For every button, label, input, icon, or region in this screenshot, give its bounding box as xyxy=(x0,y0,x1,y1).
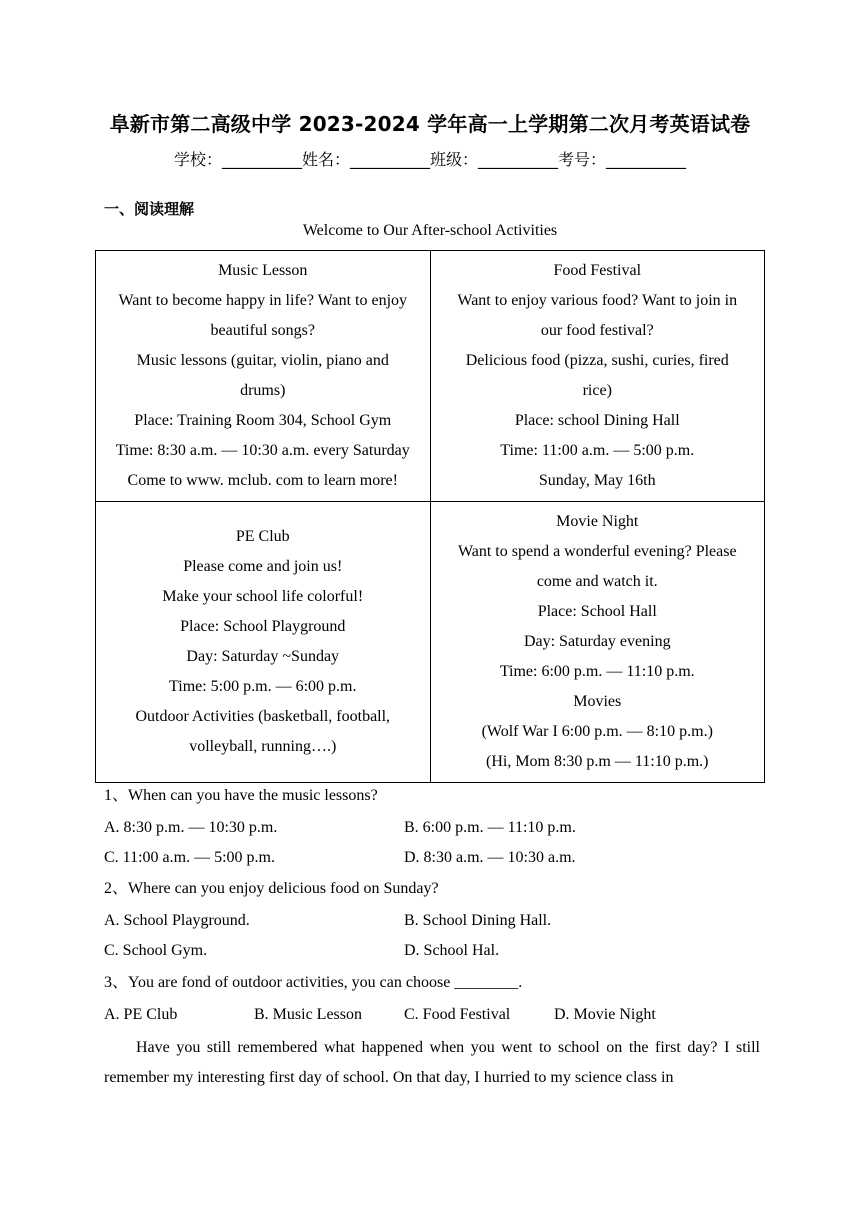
question-1-option-b: B. 6:00 p.m. — 11:10 p.m. xyxy=(404,819,576,836)
cell-heading: Music Lesson xyxy=(218,262,308,279)
cell-line: Time: 6:00 p.m. — 11:10 p.m. xyxy=(499,663,695,680)
cell-movie-night xyxy=(430,502,765,783)
cell-line: Want to enjoy various food? Want to join in xyxy=(457,292,738,309)
cell-music-lesson xyxy=(96,251,431,502)
cell-line: Time: 8:30 a.m. — 10:30 a.m. every Saturday xyxy=(115,442,410,459)
question-2-stem: 2、Where can you enjoy delicious food on Sunday? xyxy=(104,880,439,897)
cell-heading: Food Festival xyxy=(553,262,642,279)
question-2-option-a: A. School Playground. xyxy=(104,912,250,929)
question-2-option-c: C. School Gym. xyxy=(104,942,208,959)
question-1-stem: 1、When can you have the music lessons? xyxy=(104,787,378,804)
table-row xyxy=(96,502,765,783)
question-2-option-b: B. School Dining Hall. xyxy=(404,912,552,929)
table-row xyxy=(96,251,765,502)
question-1-option-c: C. 11:00 a.m. — 5:00 p.m. xyxy=(104,849,275,866)
cell-line: Day: Saturday evening xyxy=(523,633,671,650)
cell-line: Make your school life colorful! xyxy=(162,588,364,605)
passage-title: Welcome to Our After-school Activities xyxy=(302,222,558,239)
cell-line: Want to become happy in life? Want to enjoy xyxy=(118,292,408,309)
cell-line: Day: Saturday ~Sunday xyxy=(186,648,340,665)
cell-food-festival xyxy=(430,251,765,502)
cell-line: Delicious food (pizza, sushi, curies, fired xyxy=(465,352,729,369)
student-info-line: 学校：__________姓名：__________班级：__________考号：__________ xyxy=(173,150,686,169)
cell-line: beautiful songs? xyxy=(210,322,315,339)
cell-line: volleyball, running….) xyxy=(189,738,337,755)
cell-line: Outdoor Activities (basketball, football, xyxy=(135,708,391,725)
cell-line: Music lessons (guitar, violin, piano and xyxy=(136,352,389,369)
cell-line: Movies xyxy=(573,693,622,710)
cell-line: rice) xyxy=(582,382,612,399)
activities-table xyxy=(95,250,765,783)
question-3-option-c: C. Food Festival xyxy=(404,1006,511,1023)
question-1-option-a: A. 8:30 p.m. — 10:30 p.m. xyxy=(104,819,278,836)
cell-line: Time: 11:00 a.m. — 5:00 p.m. xyxy=(500,442,695,459)
question-3-stem: 3、You are fond of outdoor activities, you can choose ________. xyxy=(104,974,523,991)
cell-line: Come to www. mclub. com to learn more! xyxy=(127,472,398,489)
cell-line: come and watch it. xyxy=(536,573,658,590)
exam-title: 阜新市第二高级中学 2023-2024 学年高一上学期第二次月考英语试卷 xyxy=(109,112,751,136)
cell-line: Want to spend a wonderful evening? Please xyxy=(457,543,737,560)
cell-line: (Hi, Mom 8:30 p.m — 11:10 p.m.) xyxy=(485,753,709,770)
cell-line: Place: school Dining Hall xyxy=(514,412,680,429)
cell-line: Sunday, May 16th xyxy=(538,472,656,489)
question-1-option-d: D. 8:30 a.m. — 10:30 a.m. xyxy=(404,849,576,866)
cell-line: Place: School Hall xyxy=(537,603,657,620)
cell-line: Please come and join us! xyxy=(183,558,343,575)
cell-line: (Wolf War I 6:00 p.m. — 8:10 p.m.) xyxy=(481,723,713,740)
question-3-option-a: A. PE Club xyxy=(104,1006,178,1023)
cell-line: drums) xyxy=(240,382,286,399)
question-2-option-d: D. School Hal. xyxy=(404,942,500,959)
cell-line: our food festival? xyxy=(540,322,654,339)
question-3-option-d: D. Movie Night xyxy=(554,1006,656,1023)
cell-line: Time: 5:00 p.m. — 6:00 p.m. xyxy=(169,678,357,695)
cell-heading: Movie Night xyxy=(556,513,639,530)
section-heading-reading: 一、阅读理解 xyxy=(104,200,195,218)
next-passage-paragraph: Have you still remembered what happened when you went to school on the first day? I still remember my interesting first day of school. On that day, I hurried to my science class in xyxy=(104,1039,760,1086)
question-3-option-b: B. Music Lesson xyxy=(254,1006,362,1023)
cell-heading: PE Club xyxy=(235,528,290,545)
cell-line: Place: School Playground xyxy=(180,618,346,635)
cell-line: Place: Training Room 304, School Gym xyxy=(134,412,392,429)
cell-pe-club xyxy=(96,502,431,783)
